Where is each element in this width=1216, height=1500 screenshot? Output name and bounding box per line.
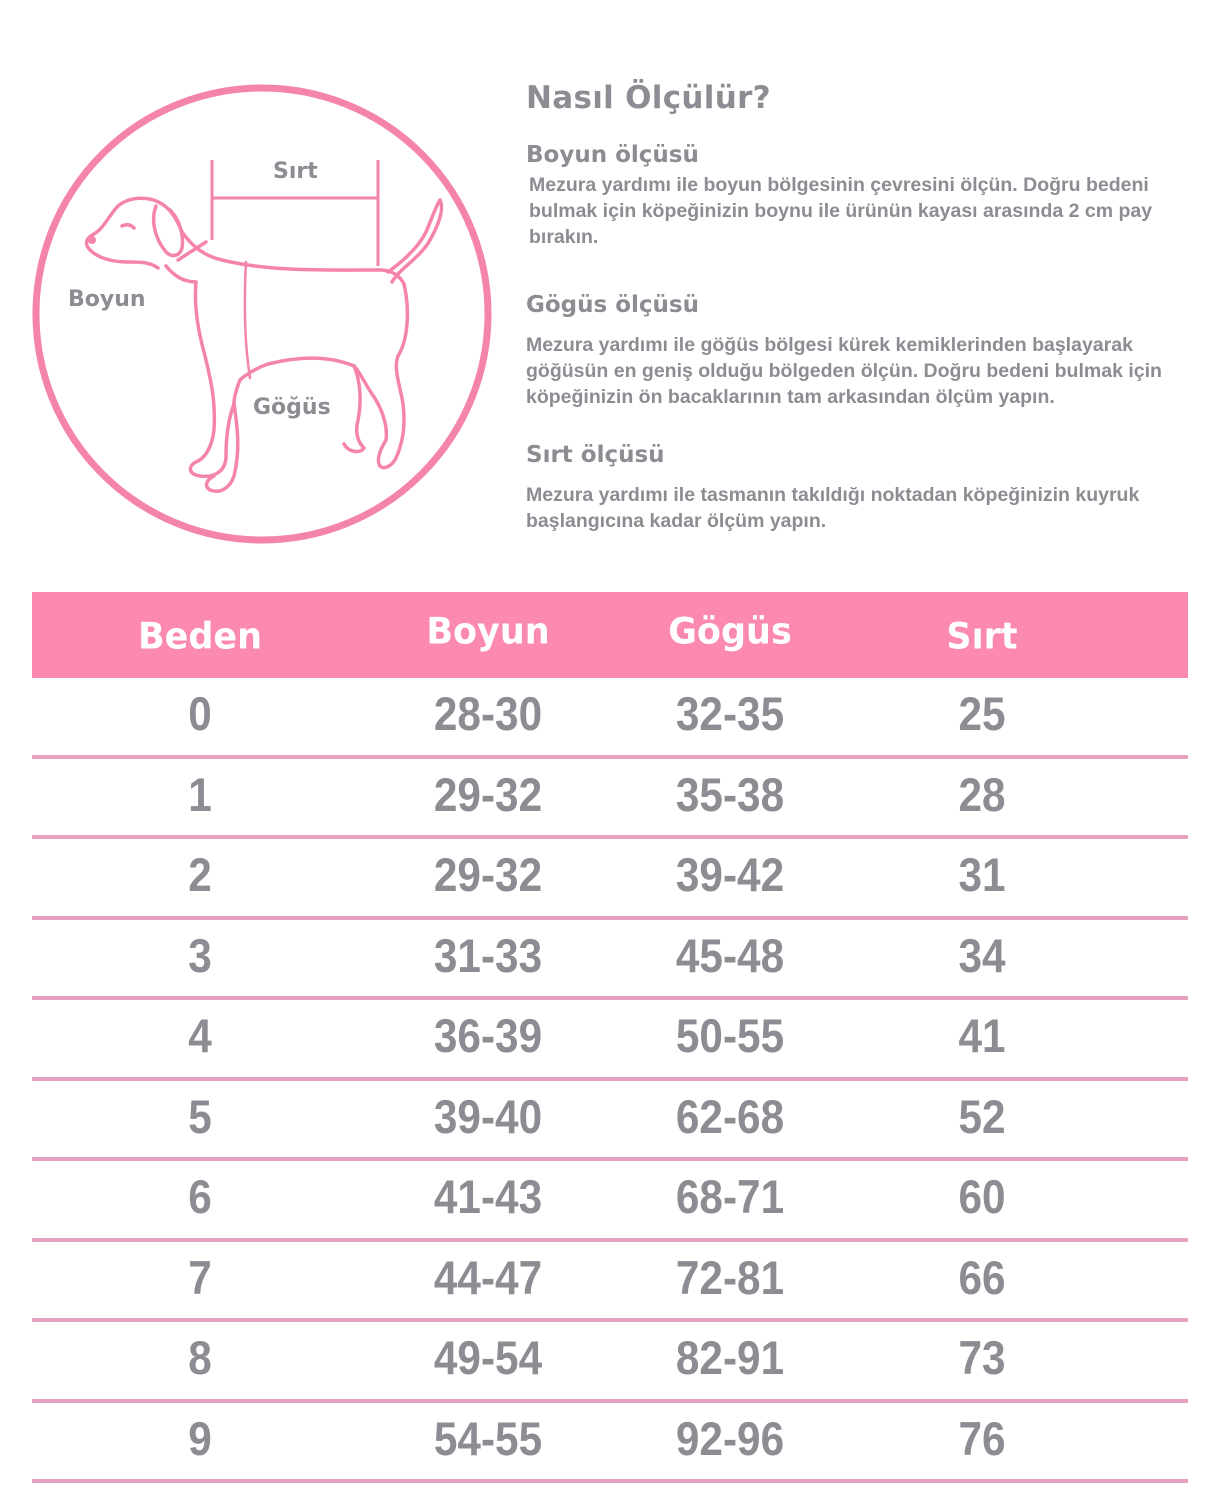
table-row: [32, 678, 1188, 759]
cell-neck: 41-43: [433, 1170, 543, 1223]
table-row: [32, 1322, 1188, 1403]
cell-back: 73: [958, 1331, 1006, 1384]
back-section-text: Mezura yardımı ile tasmanın takıldığı noktadan köpeğinizin kuyruk başlangıcına kadar ölçüm yapın.: [526, 484, 1140, 532]
cell-neck: 44-47: [433, 1250, 543, 1304]
cell-back: 31: [958, 848, 1006, 901]
cell-back: 25: [958, 687, 1006, 740]
cell-chest: 92-96: [675, 1411, 785, 1465]
cell-neck: 29-32: [433, 848, 543, 901]
cell-back: 76: [958, 1411, 1006, 1465]
cell-size: 6: [188, 1170, 212, 1223]
cell-chest: 68-71: [675, 1170, 785, 1223]
cell-size: 9: [188, 1411, 212, 1465]
table-row: [32, 1081, 1188, 1162]
table-row: [32, 1161, 1188, 1242]
page-title: Nasıl Ölçülür?: [526, 80, 771, 116]
back-label: Sırt: [273, 159, 318, 184]
cell-chest: 45-48: [675, 928, 785, 982]
cell-neck: 29-32: [433, 767, 543, 821]
cell-chest: 62-68: [675, 1089, 785, 1143]
cell-back: 52: [958, 1089, 1006, 1143]
cell-back: 66: [958, 1250, 1006, 1304]
diagram-circle: [36, 88, 488, 540]
size-table: [32, 592, 1188, 1483]
dog-outline-icon: [87, 198, 442, 491]
header-neck: Boyun: [426, 611, 550, 653]
cell-neck: 39-40: [433, 1089, 543, 1143]
table-row: [32, 839, 1188, 920]
cell-chest: 32-35: [675, 687, 785, 740]
cell-neck: 54-55: [433, 1411, 543, 1465]
header-size: Beden: [137, 616, 263, 658]
cell-chest: 50-55: [675, 1009, 785, 1062]
back-section: [526, 442, 1206, 534]
cell-size: 1: [188, 767, 212, 821]
dog-measurement-diagram: [0, 0, 520, 560]
cell-size: 5: [188, 1089, 212, 1143]
header-back: Sırt: [946, 616, 1018, 658]
cell-size: 7: [188, 1250, 212, 1304]
cell-chest: 82-91: [675, 1331, 785, 1384]
table-header: [32, 592, 1188, 678]
neck-label: Boyun: [68, 287, 146, 312]
table-row: [32, 1000, 1188, 1081]
how-to-measure-panel: [526, 80, 1206, 532]
cell-back: 34: [958, 928, 1006, 982]
table-row: [32, 1403, 1188, 1484]
cell-size: 4: [188, 1009, 212, 1062]
cell-size: 0: [188, 687, 212, 740]
neck-section-heading: Boyun ölçüsü: [526, 142, 699, 168]
chest-label: Göğüs: [253, 395, 331, 420]
chest-section-text: Mezura yardımı ile göğüs bölgesi kürek kemiklerinden başlayarak göğüsün en geniş olduğu bölgeden ölçün. Doğru bedeni bulmak için köpeğinizin ön bacaklarının tam arkasından ölçüm yapın.: [526, 334, 1162, 408]
chest-section-heading: Gögüs ölçüsü: [526, 292, 699, 318]
cell-neck: 31-33: [433, 928, 543, 982]
table-row: [32, 1242, 1188, 1323]
cell-chest: 72-81: [675, 1250, 785, 1304]
cell-back: 41: [958, 1009, 1006, 1062]
cell-size: 2: [188, 848, 212, 901]
cell-back: 60: [958, 1170, 1006, 1223]
cell-size: 3: [188, 928, 212, 982]
chest-section: [526, 292, 1206, 410]
cell-neck: 28-30: [433, 687, 543, 740]
cell-neck: 49-54: [433, 1331, 543, 1384]
back-section-heading: Sırt ölçüsü: [526, 442, 665, 468]
cell-chest: 35-38: [675, 767, 785, 821]
table-row: [32, 759, 1188, 840]
cell-back: 28: [958, 767, 1006, 821]
cell-chest: 39-42: [675, 848, 785, 901]
header-chest: Gögüs: [668, 611, 792, 653]
neck-section: [526, 142, 1206, 250]
table-row: [32, 920, 1188, 1001]
table-body: [32, 678, 1188, 1483]
cell-size: 8: [188, 1331, 212, 1384]
cell-neck: 36-39: [433, 1009, 543, 1062]
neck-section-text: Mezura yardımı ile boyun bölgesinin çevresini ölçün. Doğru bedeni bulmak için köpeğinizin boynu ile ürünün kayası arasında 2 cm pay bırakın.: [529, 174, 1153, 248]
